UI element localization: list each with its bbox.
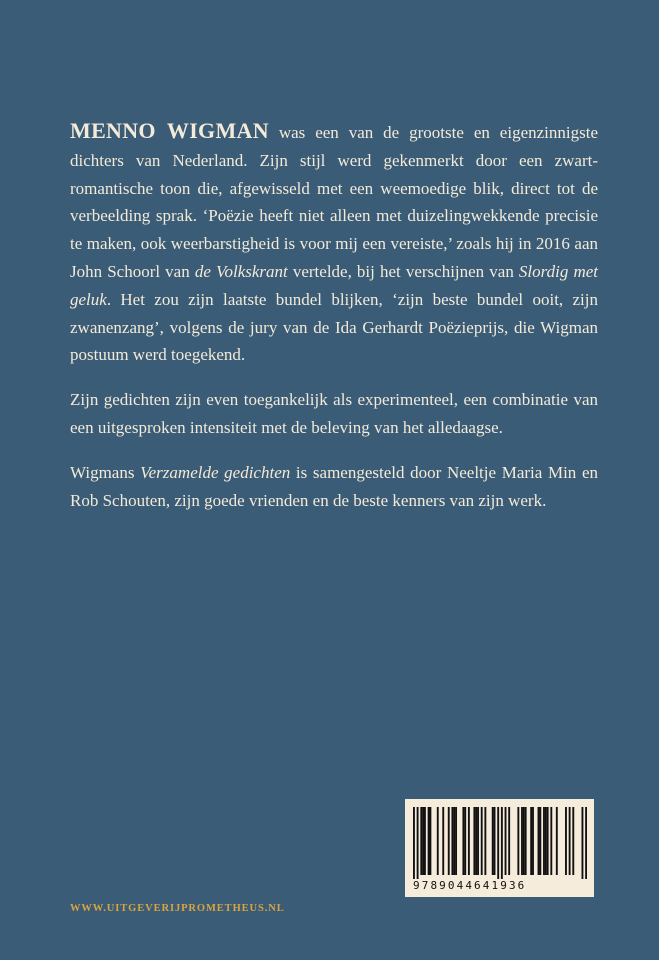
barcode-bar [582, 807, 584, 879]
barcode-bar [477, 807, 479, 875]
barcode-bar [523, 807, 525, 875]
barcode-bar [420, 807, 422, 875]
barcode-bar [569, 807, 571, 875]
barcode-bar [422, 807, 424, 875]
blurb-text [70, 117, 598, 514]
book-title-verzamelde: Verzamelde gedichten [140, 462, 291, 482]
barcode-bar [538, 807, 540, 875]
barcode-bar [451, 807, 453, 875]
barcode-bar [539, 807, 541, 875]
barcode-bar [545, 807, 547, 875]
barcode-bar [417, 807, 419, 879]
barcode-bar [585, 807, 587, 879]
blurb-p3-end: is samengesteld door Neeltje Maria Min en Rob Schouten, zijn goede vrienden en de beste kenners van zijn werk. [70, 462, 598, 510]
barcode-bar [565, 807, 567, 875]
blurb-paragraph-2: Zijn gedichten zijn even toegankelijk als experimenteel, een combinatie van een uitgesproken intensiteit met de beleving van het alledaagse. [70, 390, 598, 437]
barcode-bar [494, 807, 496, 875]
barcode-bar [492, 807, 494, 875]
barcode-bar [484, 807, 486, 875]
blurb-p1-end: . Het zou zijn laatste bundel blijken, ‘zijn beste bundel ooit, zijn zwanenzang’, volgens de jury van de Ida Gerhardt Poëzieprijs, die Wigman postuum werd toegekend. [70, 289, 598, 365]
barcode-bar [521, 807, 523, 875]
barcode-bar [501, 807, 503, 879]
barcode-bar [517, 807, 519, 875]
blurb-paragraph-1 [70, 117, 598, 369]
barcode-bar [462, 807, 464, 875]
barcode-bar [572, 807, 574, 875]
barcode-bar [556, 807, 558, 875]
barcode-bar [429, 807, 431, 875]
blurb-p1-mid: vertelde, bij het verschijnen van [287, 261, 519, 281]
barcode-bar [428, 807, 430, 875]
barcode-bar [497, 807, 499, 879]
barcode-bar [437, 807, 439, 875]
barcode-bar [473, 807, 475, 875]
barcode-bar [475, 807, 477, 875]
isbn-barcode [405, 799, 594, 897]
barcode-bar [530, 807, 532, 875]
barcode-bar [468, 807, 470, 875]
author-name: MENNO WIGMAN [70, 118, 269, 143]
barcode-bar [532, 807, 534, 875]
barcode-bar [464, 807, 466, 875]
barcode-bar [547, 807, 549, 875]
barcode-bar [505, 807, 507, 875]
blurb-paragraph-3 [70, 459, 598, 515]
blurb-p1-text: was een van de grootste en eigenzinnigste dichters van Nederland. Zijn stijl werd gekenmerkt door een zwart-romantische toon die, afgewisseld met een weemoedige blik, direct tot de verbeelding sprak. ‘Poëzie heeft niet alleen met duizelingwekkende precisie te maken, ook weerbarstigheid is voor mij een vereiste,’ zoals hij in 2016 aan John Schoorl van [70, 123, 598, 281]
isbn-number: 9789044641936 [413, 879, 527, 892]
barcode-bar [455, 807, 457, 875]
barcode-bar [442, 807, 444, 875]
barcode-bar [508, 807, 510, 875]
newspaper-title: de Volkskrant [194, 261, 288, 281]
barcode-bar [413, 807, 415, 879]
barcode-bar [543, 807, 545, 875]
barcode-bar [424, 807, 426, 875]
barcode-bar [453, 807, 455, 875]
barcode-bar [448, 807, 450, 875]
barcode-bar [550, 807, 552, 875]
book-title-slordig: Slordig met geluk [70, 261, 598, 309]
barcode-bar [481, 807, 483, 875]
barcode-bars [413, 807, 587, 879]
barcode-bar [525, 807, 527, 875]
publisher-website: WWW.UITGEVERIJPROMETHEUS.NL [70, 903, 285, 914]
blurb-p3-start: Wigmans [70, 462, 141, 482]
